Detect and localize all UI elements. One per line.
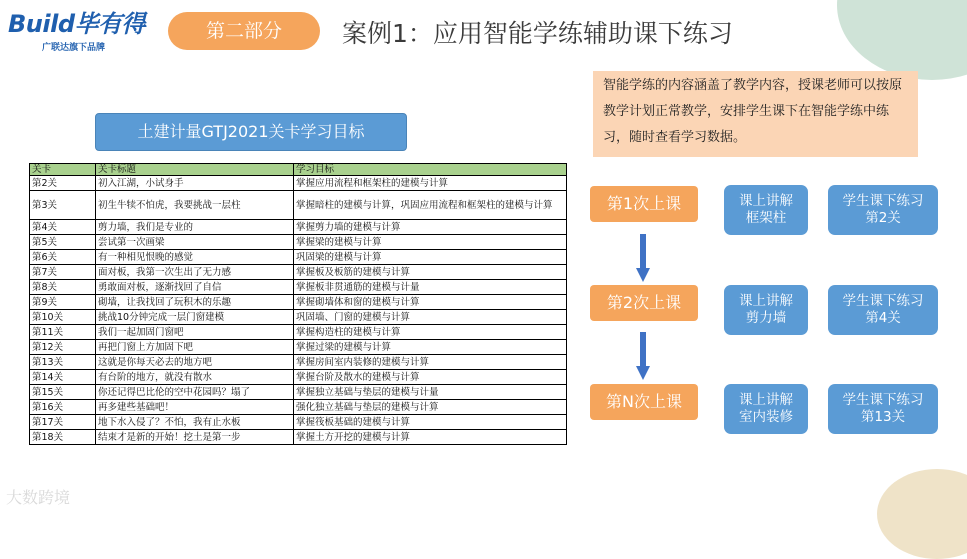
- level-title-cell: 有一种相见恨晚的感觉: [96, 250, 294, 265]
- table-row: [30, 355, 567, 370]
- level-cell: 第9关: [30, 295, 96, 310]
- level-title-cell: 再多建些基础吧！: [96, 400, 294, 415]
- lesson-box-1: 第1次上课: [590, 186, 698, 222]
- down-arrow-icon: [636, 234, 650, 282]
- level-title-cell: 挑战10分钟完成一层门窗建模: [96, 310, 294, 325]
- level-cell: 第12关: [30, 340, 96, 355]
- in-class-label: 课上讲解: [739, 392, 793, 408]
- learning-goal-cell: 掌握土方开挖的建模与计算: [294, 430, 567, 445]
- table-row: [30, 370, 567, 385]
- level-cell: 第14关: [30, 370, 96, 385]
- level-title-cell: 有台阶的地方，就没有散水: [96, 370, 294, 385]
- lesson-box-3: 第N次上课: [590, 384, 698, 420]
- table-row: [30, 280, 567, 295]
- level-title-cell: 面对板，我第一次生出了无力感: [96, 265, 294, 280]
- level-cell: 第16关: [30, 400, 96, 415]
- level-cell: 第11关: [30, 325, 96, 340]
- level-title-cell: 剪力墙，我们是专业的: [96, 220, 294, 235]
- level-cell: 第5关: [30, 235, 96, 250]
- learning-goal-cell: 掌握筏板基础的建模与计算: [294, 415, 567, 430]
- after-class-box-2: [828, 285, 938, 335]
- down-arrow-icon: [636, 332, 650, 380]
- level-title-cell: 再把门窗上方加固下吧: [96, 340, 294, 355]
- learning-goal-cell: 掌握应用流程和框架柱的建模与计算: [294, 176, 567, 191]
- level-title-cell: 你还记得巴比伦的空中花园吗？塌了: [96, 385, 294, 400]
- table-row: [30, 385, 567, 400]
- in-class-box-1: [724, 185, 808, 235]
- level-cell: 第17关: [30, 415, 96, 430]
- level-cell: 第6关: [30, 250, 96, 265]
- learning-goal-cell: 巩固墙、门窗的建模与计算: [294, 310, 567, 325]
- after-class-box-1: [828, 185, 938, 235]
- learning-goal-cell: 掌握过梁的建模与计算: [294, 340, 567, 355]
- after-class-label: 学生课下练习: [842, 392, 924, 408]
- learning-goal-cell: 掌握独立基础与垫层的建模与计量: [294, 385, 567, 400]
- table-header-row: [30, 164, 567, 176]
- brand-tagline: 广联达旗下品牌: [42, 43, 106, 53]
- learning-goal-cell: 掌握板及板筋的建模与计算: [294, 265, 567, 280]
- after-class-label: 学生课下练习: [842, 193, 924, 209]
- after-class-box-3: [828, 384, 938, 434]
- table-header-cell: 关卡标题: [96, 164, 294, 176]
- learning-goal-cell: 掌握构造柱的建模与计算: [294, 325, 567, 340]
- table-row: [30, 176, 567, 191]
- level-title-cell: 结束才是新的开始！挖土是第一步: [96, 430, 294, 445]
- table-row: [30, 250, 567, 265]
- table-row: [30, 265, 567, 280]
- level-title-cell: 砌墙，让我找回了玩积木的乐趣: [96, 295, 294, 310]
- level-cell: 第2关: [30, 176, 96, 191]
- in-class-topic: 框架柱: [745, 210, 787, 226]
- learning-goal-cell: 掌握台阶及散水的建模与计算: [294, 370, 567, 385]
- level-goals-table-body: [30, 164, 567, 445]
- table-row: [30, 191, 567, 220]
- learning-goal-cell: 掌握梁的建模与计算: [294, 235, 567, 250]
- decorative-blob-bottom-right: [877, 469, 967, 559]
- table-row: [30, 325, 567, 340]
- table-row: [30, 415, 567, 430]
- in-class-box-2: [724, 285, 808, 335]
- table-row: [30, 220, 567, 235]
- learning-goal-cell: 掌握砌墙体和窗的建模与计算: [294, 295, 567, 310]
- table-row: [30, 430, 567, 445]
- level-title-cell: 这就是你每天必去的地方吧: [96, 355, 294, 370]
- level-cell: 第7关: [30, 265, 96, 280]
- level-goals-table: [29, 163, 567, 445]
- in-class-topic: 剪力墙: [745, 310, 787, 326]
- learning-goal-cell: 掌握板非贯通筋的建模与计量: [294, 280, 567, 295]
- table-header-cell: 学习目标: [294, 164, 567, 176]
- learning-goal-cell: 掌握剪力墙的建模与计算: [294, 220, 567, 235]
- decorative-blob-top-right: [837, 0, 967, 80]
- after-class-level: 第2关: [865, 210, 901, 226]
- table-row: [30, 295, 567, 310]
- level-title-cell: 尝试第一次画梁: [96, 235, 294, 250]
- level-title-cell: 地下水入侵了？不怕，我有止水板: [96, 415, 294, 430]
- level-cell: 第10关: [30, 310, 96, 325]
- learning-goal-cell: 强化独立基础与垫层的建模与计算: [294, 400, 567, 415]
- in-class-box-3: [724, 384, 808, 434]
- table-header-cell: 关卡: [30, 164, 96, 176]
- lesson-box-2: 第2次上课: [590, 285, 698, 321]
- brand-logo: [8, 10, 148, 58]
- table-row: [30, 400, 567, 415]
- level-cell: 第3关: [30, 191, 96, 220]
- level-cell: 第18关: [30, 430, 96, 445]
- level-cell: 第8关: [30, 280, 96, 295]
- watermark: 大数跨境: [6, 488, 71, 507]
- table-row: [30, 235, 567, 250]
- level-title-cell: 我们一起加固门窗吧: [96, 325, 294, 340]
- after-class-label: 学生课下练习: [842, 293, 924, 309]
- in-class-topic: 室内装修: [739, 409, 793, 425]
- table-row: [30, 340, 567, 355]
- learning-goal-cell: 掌握暗柱的建模与计算，巩固应用流程和框架柱的建模与计算: [294, 191, 567, 220]
- table-title: 土建计量GTJ2021关卡学习目标: [95, 113, 407, 151]
- in-class-label: 课上讲解: [739, 193, 793, 209]
- brand-logo-text: Build毕有得: [8, 10, 146, 38]
- level-title-cell: 勇敢面对板，逐渐找回了自信: [96, 280, 294, 295]
- level-title-cell: 初生牛犊不怕虎，我要挑战一层柱: [96, 191, 294, 220]
- level-cell: 第4关: [30, 220, 96, 235]
- learning-goal-cell: 掌握房间室内装修的建模与计算: [294, 355, 567, 370]
- level-cell: 第15关: [30, 385, 96, 400]
- after-class-level: 第4关: [865, 310, 901, 326]
- section-label: 第二部分: [168, 12, 320, 50]
- page-title: 案例1：应用智能学练辅助课下练习: [342, 19, 733, 48]
- level-cell: 第13关: [30, 355, 96, 370]
- table-row: [30, 310, 567, 325]
- learning-goal-cell: 巩固梁的建模与计算: [294, 250, 567, 265]
- after-class-level: 第13关: [860, 409, 906, 425]
- info-callout: 智能学练的内容涵盖了教学内容，授课老师可以按原教学计划正常教学，安排学生课下在智能学练中练习，随时查看学习数据。: [593, 71, 918, 157]
- level-title-cell: 初入江湖，小试身手: [96, 176, 294, 191]
- in-class-label: 课上讲解: [739, 293, 793, 309]
